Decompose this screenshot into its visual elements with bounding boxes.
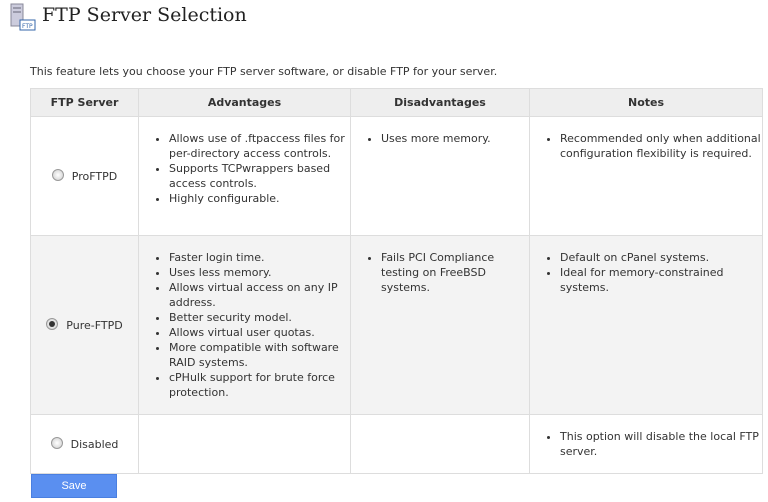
list-item: • Better security model. [169, 310, 350, 325]
notes-cell [530, 236, 763, 415]
disadvantages-cell [351, 415, 530, 474]
notes-list [530, 250, 762, 295]
list-item: • More compatible with software RAID systems. [169, 340, 350, 370]
table-row [31, 415, 763, 474]
list-item: • Recommended only when additional configuration flexibility is required. [560, 131, 762, 161]
list-item: • Faster login time. [169, 250, 350, 265]
page-description: This feature lets you choose your FTP server software, or disable FTP for your server. [30, 65, 498, 78]
list-item: • Ideal for memory-constrained systems. [560, 265, 762, 295]
list-item: • cPHulk support for brute force protection. [169, 370, 350, 400]
list-item: • Fails PCI Compliance testing on FreeBSD systems. [381, 250, 529, 295]
radio-button[interactable] [52, 169, 64, 181]
server-name: ProFTPD [71, 169, 118, 183]
list-item: • Supports TCPwrappers based access controls. [169, 161, 350, 191]
radio-button[interactable] [46, 318, 58, 330]
disadvantages-cell [351, 117, 530, 236]
server-name: Disabled [70, 437, 119, 451]
server-radio-1[interactable] [46, 319, 122, 332]
disadvantages-cell [351, 236, 530, 415]
advantages-cell [139, 117, 351, 236]
radio-button[interactable] [51, 437, 63, 449]
notes-cell [530, 415, 763, 474]
server-radio-0[interactable] [52, 170, 117, 183]
list-item: • Highly configurable. [169, 191, 350, 206]
page-title: FTP Server Selection [42, 4, 247, 26]
notes-cell [530, 117, 763, 236]
server-name: Pure-FTPD [66, 318, 123, 332]
svg-text:FTP: FTP [22, 23, 33, 30]
column-header-advantages: Advantages [139, 89, 351, 117]
list-item: • Default on cPanel systems. [560, 250, 762, 265]
disadvantages-list [351, 131, 529, 146]
list-item: • Uses less memory. [169, 265, 350, 280]
server-option-cell [31, 117, 139, 236]
server-option-cell [31, 236, 139, 415]
notes-list [530, 131, 762, 161]
save-button[interactable]: Save [31, 474, 117, 498]
advantages-list [139, 250, 350, 400]
list-item: • Allows virtual user quotas. [169, 325, 350, 340]
list-item: • Uses more memory. [381, 131, 529, 146]
server-option-cell [31, 415, 139, 474]
list-item: • This option will disable the local FTP server. [560, 429, 762, 459]
advantages-list [139, 131, 350, 206]
notes-list [530, 429, 762, 459]
table-row [31, 236, 763, 415]
server-radio-2[interactable] [51, 438, 119, 451]
ftp-server-icon [8, 3, 36, 31]
advantages-cell [139, 236, 351, 415]
table-row [31, 117, 763, 236]
ftp-server-table [30, 88, 763, 474]
column-header-ftp-server: FTP Server [31, 89, 139, 117]
advantages-cell [139, 415, 351, 474]
list-item: • Allows use of .ftpaccess files for per-directory access controls. [169, 131, 350, 161]
disadvantages-list [351, 250, 529, 295]
list-item: • Allows virtual access on any IP address. [169, 280, 350, 310]
column-header-disadvantages: Disadvantages [351, 89, 530, 117]
column-header-notes: Notes [530, 89, 763, 117]
